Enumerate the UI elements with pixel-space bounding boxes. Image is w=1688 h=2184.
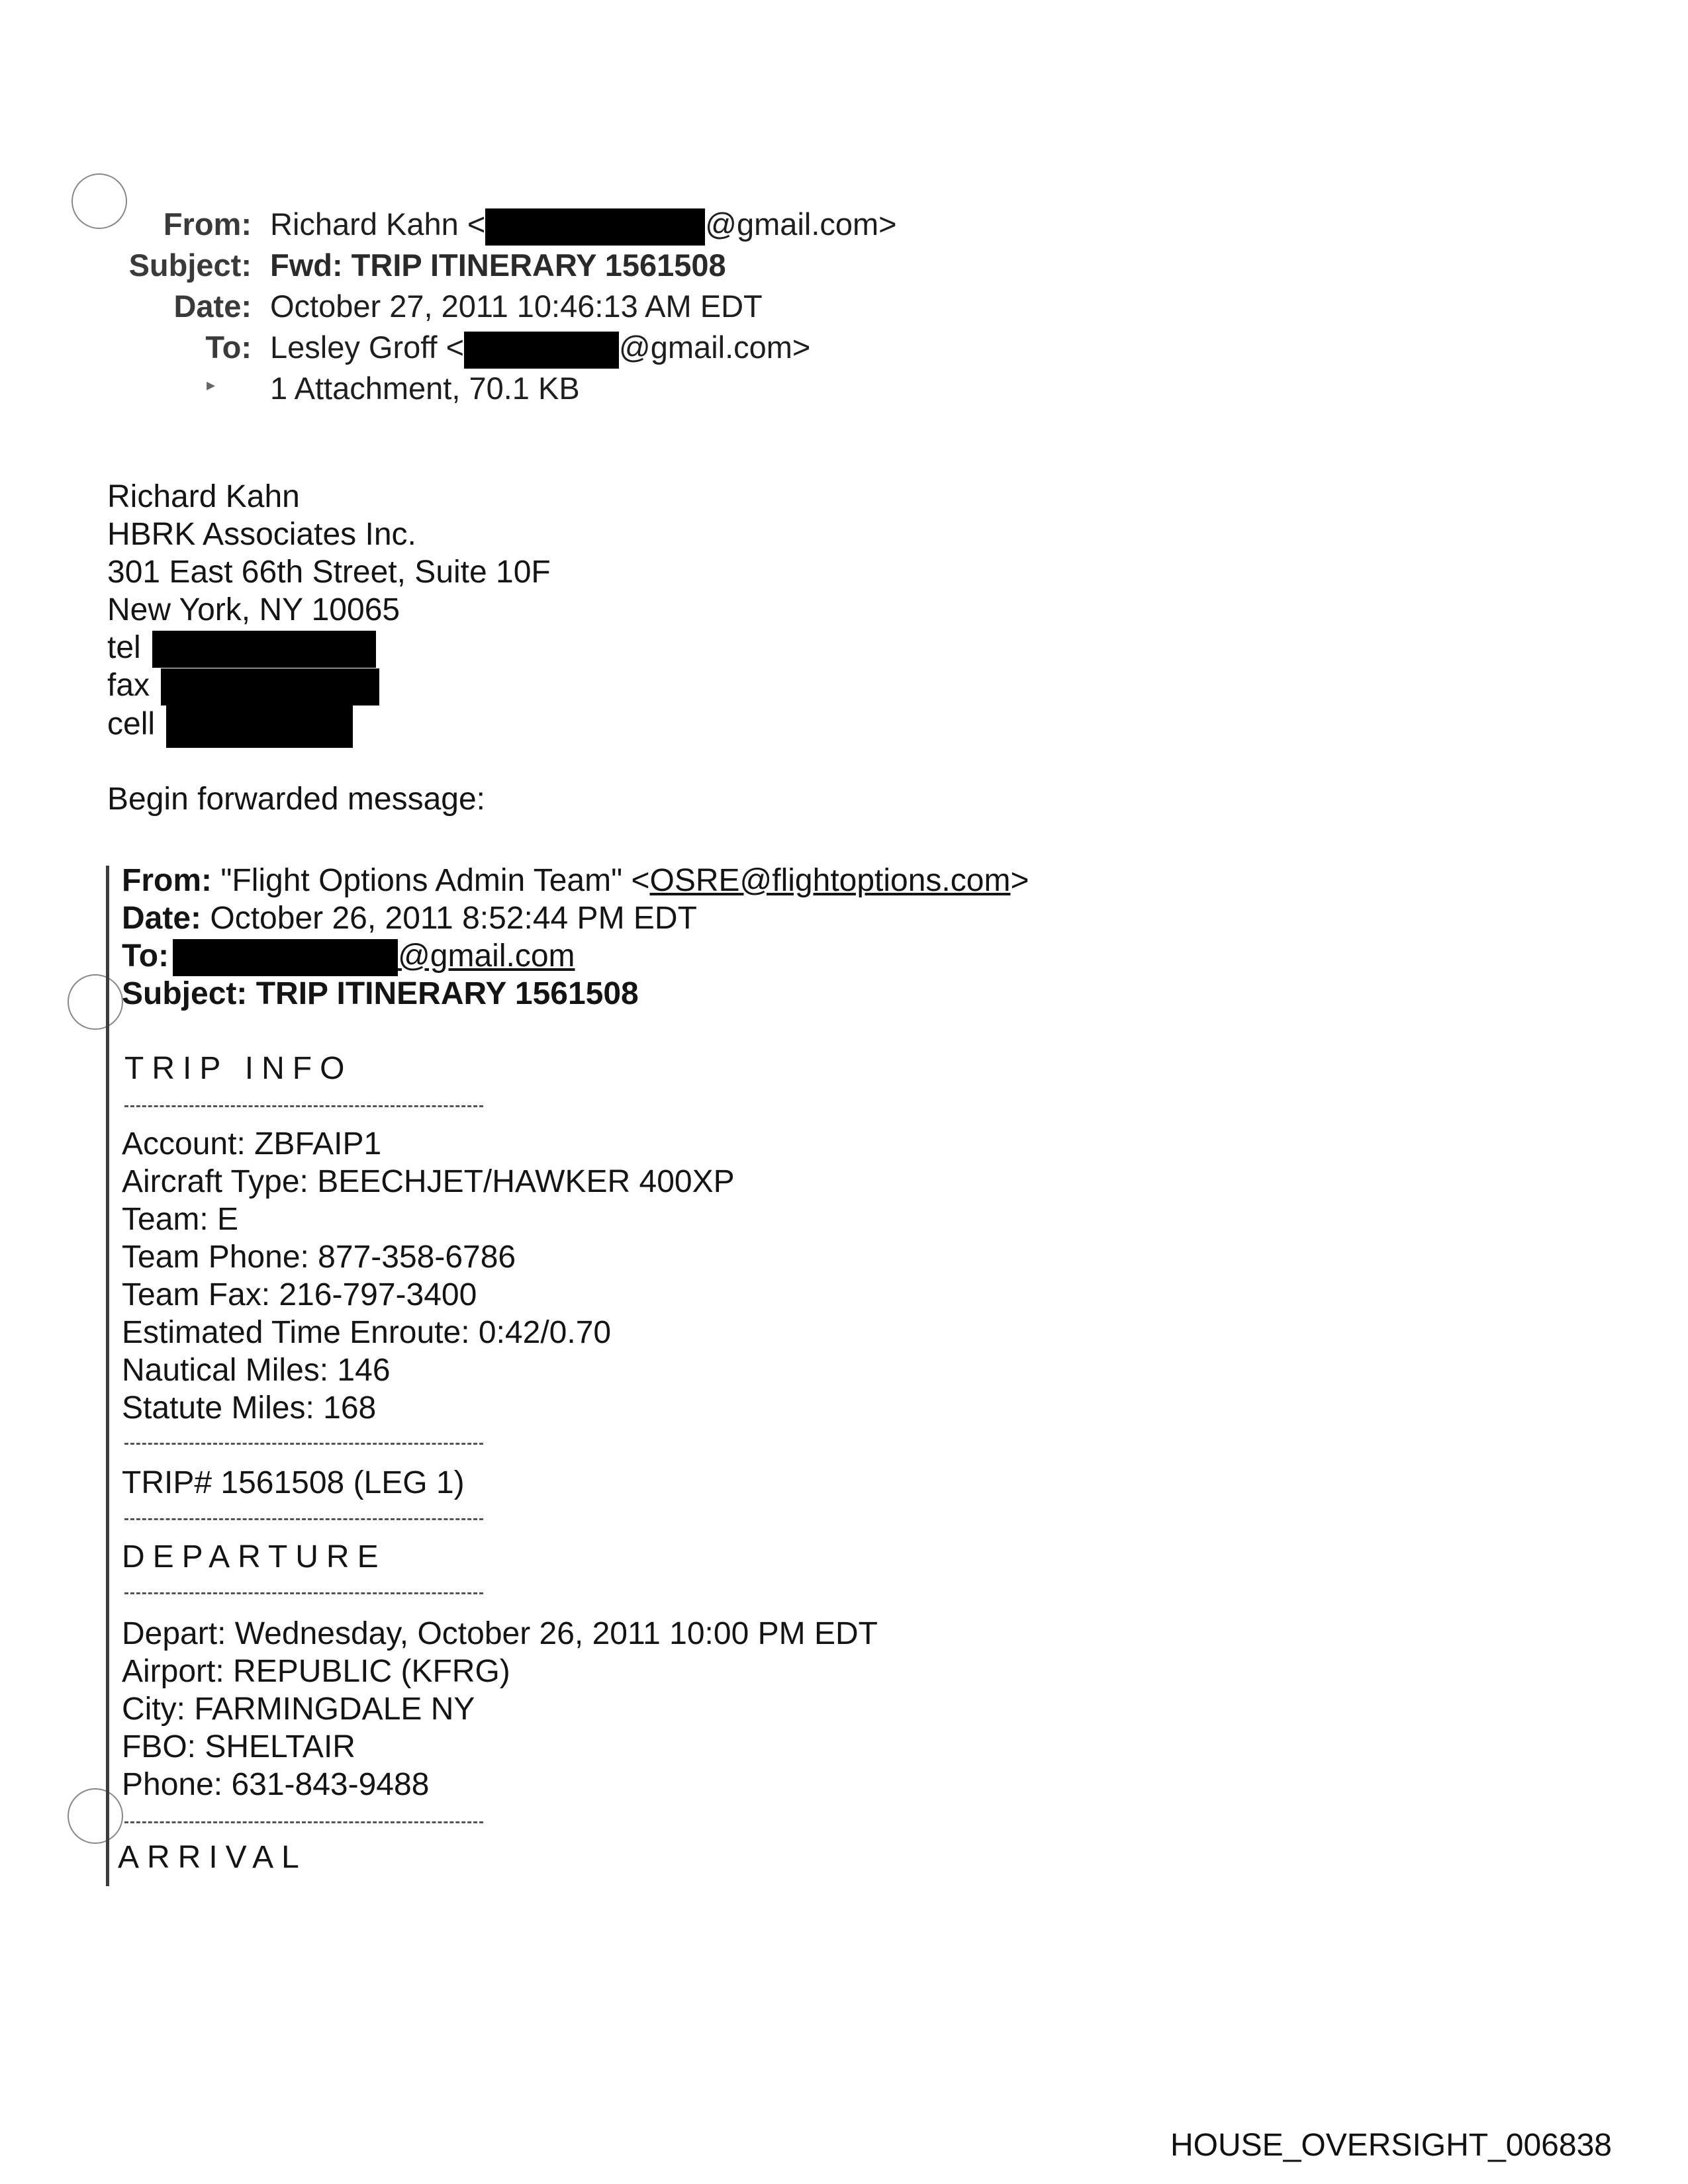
ete-line: Estimated Time Enroute: 0:42/0.70 [122, 1315, 612, 1350]
fwd-from-close: > [1010, 863, 1029, 898]
team-fax-line: Team Fax: 216-797-3400 [122, 1277, 477, 1312]
subject-label: Subject: [128, 248, 252, 283]
fwd-date-line [122, 899, 697, 937]
fwd-from-value: "Flight Options Admin Team" < [220, 863, 650, 898]
fwd-date-label: Date: [122, 901, 202, 936]
from-domain: @gmail.com> [705, 206, 897, 242]
trip-number: TRIP# 1561508 (LEG 1) [122, 1465, 465, 1500]
subject-value: Fwd: TRIP ITINERARY 1561508 [270, 248, 726, 283]
fwd-from-label: From: [122, 863, 212, 898]
signature-company: HBRK Associates Inc. [107, 517, 416, 552]
redacted-cell [166, 704, 353, 748]
phone-line: Phone: 631-843-9488 [122, 1767, 430, 1802]
fwd-date-value: October 26, 2011 8:52:44 PM EDT [210, 901, 697, 936]
to-value [270, 327, 810, 369]
tel-label: tel [107, 630, 141, 665]
account-line: Account: ZBFAIP1 [122, 1126, 382, 1161]
date-value: October 27, 2011 10:46:13 AM EDT [270, 289, 763, 324]
departure-heading: DEPARTURE [122, 1539, 387, 1574]
fwd-subject-label: Subject: [122, 976, 248, 1011]
team-line: Team: E [122, 1202, 239, 1237]
quote-bar [106, 866, 109, 1886]
fwd-from-line [122, 862, 1029, 899]
fwd-subject-line [122, 975, 639, 1013]
to-name: Lesley Groff < [270, 330, 465, 365]
depart-line: Depart: Wednesday, October 26, 2011 10:00 PM EDT [122, 1616, 878, 1651]
from-name: Richard Kahn < [270, 206, 486, 242]
signature-address-1: 301 East 66th Street, Suite 10F [107, 555, 551, 590]
date-label: Date: [173, 289, 252, 324]
fbo-line: FBO: SHELTAIR [122, 1729, 355, 1764]
airport-line: Airport: REPUBLIC (KFRG) [122, 1654, 510, 1689]
signature-block [107, 478, 551, 742]
aircraft-line: Aircraft Type: BEECHJET/HAWKER 400XP [122, 1164, 735, 1199]
email-header [0, 204, 993, 406]
redacted-email [464, 332, 619, 369]
divider [124, 1518, 483, 1520]
city-line: City: FARMINGDALE NY [122, 1692, 475, 1727]
from-value [270, 204, 897, 246]
fwd-subject-value: TRIP ITINERARY 1561508 [256, 976, 639, 1011]
team-phone-line: Team Phone: 877-358-6786 [122, 1240, 516, 1275]
fwd-from-email-link[interactable]: OSRE@flightoptions.com [649, 863, 1011, 898]
signature-name: Richard Kahn [107, 479, 300, 514]
redacted-email [485, 208, 705, 246]
trip-info-heading: TRIP INFO [124, 1051, 353, 1086]
to-label: To: [205, 330, 252, 365]
redacted-email [173, 939, 398, 976]
triangle-right-icon[interactable]: ▸ [207, 375, 216, 394]
signature-cell [107, 704, 551, 742]
divider [124, 1443, 483, 1445]
signature-fax [107, 666, 551, 704]
attachment-link[interactable]: 1 Attachment, 70.1 KB [270, 371, 580, 406]
fax-label: fax [107, 668, 150, 703]
arrival-heading: ARRIVAL [118, 1840, 307, 1875]
redacted-phone [152, 631, 376, 668]
fwd-to-line [122, 937, 575, 976]
divider [124, 1821, 483, 1823]
hole-punch-middle [68, 974, 123, 1030]
divider [124, 1105, 483, 1107]
nautical-miles-line: Nautical Miles: 146 [122, 1353, 391, 1388]
fwd-to-domain-link[interactable]: @gmail.com [398, 938, 575, 974]
signature-tel [107, 629, 551, 666]
forward-intro: Begin forwarded message: [107, 782, 485, 817]
fwd-to-label: To: [122, 938, 169, 974]
statute-miles-line: Statute Miles: 168 [122, 1390, 377, 1426]
bates-number: HOUSE_OVERSIGHT_006838 [1170, 2128, 1612, 2163]
hole-punch-bottom [68, 1788, 123, 1844]
redacted-fax [161, 668, 379, 705]
divider [124, 1592, 483, 1594]
from-label: From: [163, 206, 252, 242]
to-domain: @gmail.com> [619, 330, 811, 365]
signature-address-2: New York, NY 10065 [107, 592, 400, 627]
cell-label: cell [107, 706, 156, 742]
